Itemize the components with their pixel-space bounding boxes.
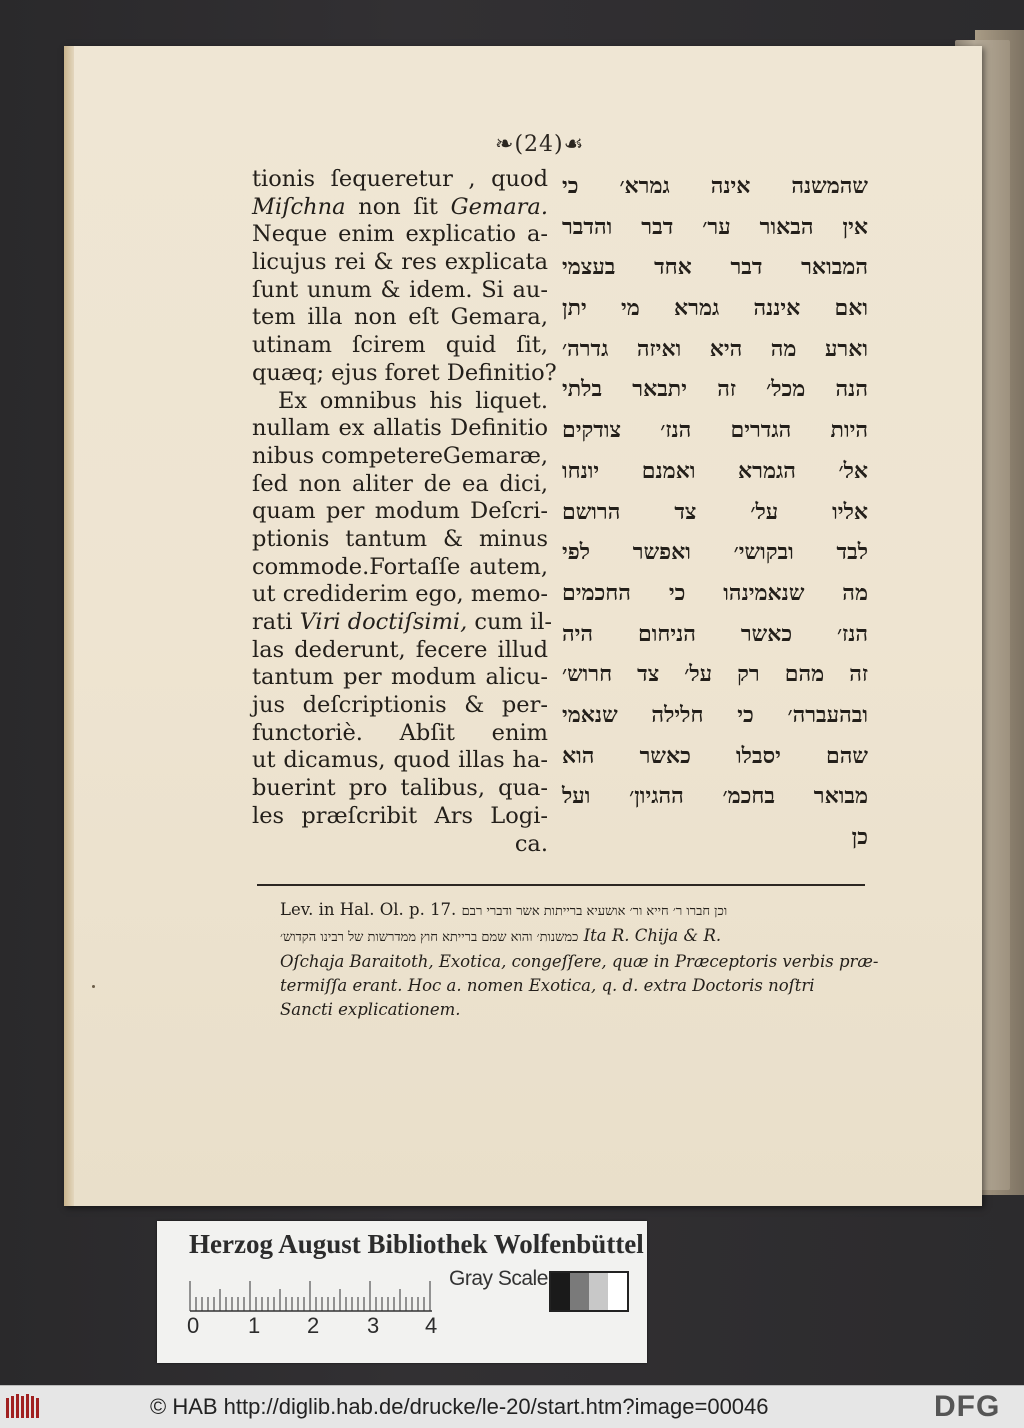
gray-swatch	[608, 1273, 627, 1310]
hebrew-line: היות הגדרים הנז׳ צודקים	[562, 417, 868, 444]
latin-column	[252, 166, 557, 858]
latin-line: ſed non aliter de ea dici,	[252, 470, 548, 497]
latin-line: licujus rei & res explicata	[252, 249, 548, 276]
footnote-rule	[257, 884, 865, 886]
footnote-citation: Lev. in Hal. Ol. p. 17.	[280, 900, 457, 919]
copyright-url-link[interactable]: © HAB http://diglib.hab.de/drucke/le-20/start.htm?image=00046	[150, 1394, 769, 1419]
color-calibration-card	[157, 1221, 647, 1363]
hebrew-line: אין הבאור ער׳ דבר והדבר	[562, 213, 868, 240]
hebrew-line: הנה מכל׳ זה יתבאר בלתי	[562, 376, 868, 403]
footnote-line-2	[280, 924, 865, 950]
footnote-line-3: Oſchaja Baraitoth, Exotica, congeſſere, quæ in Præceptoris verbis præ-	[280, 952, 879, 971]
hebrew-line: הנז׳ כאשר הניחום היה	[562, 620, 868, 647]
latin-line: jus deſcriptionis & per-	[252, 692, 548, 719]
latin-line: quam per modum Deſcri-	[252, 498, 548, 525]
latin-line: les præſcribit Ars Logi-	[252, 802, 548, 829]
latin-line: ptionis tantum & minus	[252, 525, 548, 552]
latin-line: commode.Fortaſſe autem,	[252, 553, 548, 580]
page-number	[495, 132, 584, 157]
latin-line: tionis ſequeretur , quod	[252, 166, 548, 192]
footnote-hebrew-2: כמשנות׳ והוא שמם ברייתא חוץ ממדרשות של רבינו הקדוש׳	[280, 930, 579, 945]
hebrew-line: אליו על׳ צד הרושם	[562, 498, 868, 525]
hebrew-line: מה שנאמינהו כי החכמים	[562, 579, 868, 606]
latin-line: Neque enim explicatio a-	[252, 221, 548, 248]
gray-scale-label: Gray Scale	[449, 1267, 548, 1290]
hebrew-line: שהם יסבלו כאשר הוא	[562, 742, 868, 769]
hebrew-line: ובהעברה׳ כי חלילה שנאמי	[562, 701, 868, 728]
latin-line: Miſchna non ſit Gemara.	[252, 193, 548, 220]
hebrew-line: מבואר בחכמ׳ ההגיון׳ ועל	[562, 783, 868, 810]
latin-line: Ex omnibus his liquet.	[278, 387, 548, 414]
latin-line: ſunt unum & idem. Si au-	[252, 276, 548, 303]
footnote-latin-2: Ita R. Chija & R.	[583, 926, 722, 945]
footnote-line-4: termiſſa erant. Hoc a. nomen Exotica, q. d. extra Doctoris noſtri	[280, 976, 815, 995]
hebrew-line: המבואר דבר אחד בעצמי	[562, 254, 868, 281]
latin-line: tantum per modum alicu-	[252, 664, 548, 691]
latin-line: rati Viri doctiſsimi, cum il-	[252, 609, 553, 635]
latin-line: ca.	[514, 830, 548, 857]
ruler-number-1: 1	[248, 1313, 261, 1338]
hebrew-column	[562, 166, 868, 858]
ruler-ticks	[187, 1273, 437, 1313]
hebrew-line: וארע מה היא ואיזה גדרה׳	[562, 335, 868, 362]
dfg-logo: DFG	[934, 1390, 1001, 1423]
hebrew-line: לבד ובקושי׳ ואפשר לפי	[562, 539, 868, 566]
footnote-line-1	[280, 898, 865, 924]
card-title: Herzog August Bibliothek Wolfenbüttel	[189, 1229, 644, 1259]
footnote-line-5: Sancti explicationem.	[280, 1000, 461, 1019]
ruler-number-3: 3	[367, 1313, 380, 1338]
latin-line: functoriè. Abſit enim	[252, 719, 548, 746]
ruler-number-0: 0	[187, 1313, 200, 1338]
latin-line: las dederunt, fecere illud	[252, 636, 548, 663]
gray-swatch	[551, 1273, 570, 1310]
latin-line: tem illa non eſt Gemara,	[252, 304, 548, 331]
latin-line: ut dicamus, quod illas ha-	[252, 747, 548, 774]
footer-bar	[0, 1385, 1024, 1428]
hebrew-line: זה מהם רק על׳ צד חרוש׳	[562, 661, 868, 688]
page-number-text: (24)	[514, 132, 564, 157]
paper-speck	[92, 985, 95, 988]
hebrew-line: שהמשנה אינה גמרא׳ כי	[562, 173, 868, 199]
gray-swatch	[570, 1273, 589, 1310]
page-ornament-left: ❧	[495, 132, 515, 157]
gray-swatch	[589, 1273, 608, 1310]
gray-scale-swatches	[549, 1271, 629, 1312]
ruler-number-4: 4	[425, 1313, 438, 1338]
footnote	[280, 898, 879, 1022]
hebrew-line: אל׳ הגמרא ואמנם יונחו	[562, 457, 868, 484]
footnote-hebrew-1: וכן חברו ר׳ חייא ור׳ אושעיא ברייתות אשר ודברי רבם	[461, 904, 728, 919]
latin-line: ut crediderim ego, memo-	[252, 581, 548, 608]
ruler-number-2: 2	[307, 1313, 320, 1338]
latin-line: nibus competereGemaræ,	[252, 442, 549, 469]
latin-line: quæq; ejus foret Definitio?	[252, 359, 557, 386]
latin-line: buerint pro talibus, qua-	[252, 775, 548, 802]
hab-logo-icon	[6, 1394, 42, 1420]
latin-line: utinam ſcirem quid ſit,	[252, 332, 548, 359]
hebrew-line: כן	[851, 824, 868, 850]
hebrew-line: ואם איננה גמרא מי יתן	[562, 295, 868, 322]
page-binding-edge	[64, 46, 74, 1206]
page-ornament-right: ☙	[563, 132, 585, 157]
latin-line: nullam ex allatis Definitio	[252, 415, 548, 442]
